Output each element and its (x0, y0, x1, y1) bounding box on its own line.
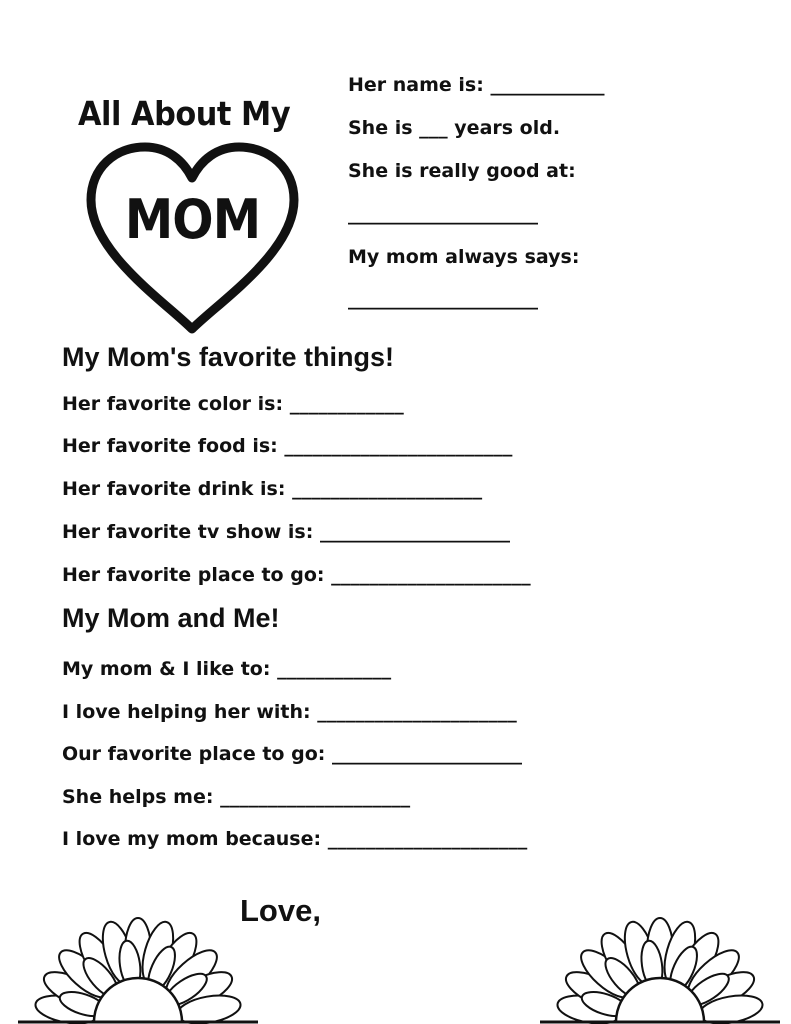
item-label: Her favorite color is: (62, 393, 284, 415)
good-at-blank[interactable]: ____________________ (348, 203, 538, 225)
heart-word: MOM (124, 188, 261, 251)
item-blank: ____________________ (331, 743, 522, 765)
item-blank: _____________________ (331, 564, 531, 586)
item-label: She helps me: (62, 786, 214, 808)
list-item[interactable] (62, 435, 512, 457)
age-blank: ___ (419, 117, 448, 139)
name-field[interactable] (348, 74, 604, 96)
name-label: Her name is: (348, 74, 484, 96)
says-label: My mom always says: (348, 246, 580, 268)
mom-and-me-heading: My Mom and Me! (62, 603, 280, 633)
item-label: Our favorite place to go: (62, 743, 326, 765)
item-label: I love helping her with: (62, 701, 311, 723)
item-blank: ____________ (289, 393, 404, 415)
age-prefix: She is (348, 117, 413, 139)
item-blank: _____________________ (327, 828, 528, 850)
sunflower-icon (540, 904, 780, 1024)
sunflower-icon (18, 904, 258, 1024)
item-blank: ________________________ (284, 435, 513, 457)
love-signoff: Love, (240, 893, 321, 928)
item-label: My mom & I like to: (62, 658, 271, 680)
page-title: All About My (78, 94, 291, 133)
item-label: Her favorite drink is: (62, 478, 286, 500)
list-item[interactable] (62, 393, 404, 415)
good-at-label: She is really good at: (348, 160, 576, 182)
item-label: Her favorite place to go: (62, 564, 325, 586)
item-blank: ____________________ (292, 478, 483, 500)
item-label: Her favorite food is: (62, 435, 278, 457)
name-blank: ____________ (490, 74, 605, 96)
favorites-heading: My Mom's favorite things! (62, 342, 394, 372)
says-blank[interactable]: ____________________ (348, 288, 538, 310)
list-item[interactable] (62, 786, 410, 808)
item-label: Her favorite tv show is: (62, 521, 314, 543)
item-label: I love my mom because: (62, 828, 322, 850)
age-suffix: years old. (454, 117, 561, 139)
item-blank: ____________________ (319, 521, 510, 543)
item-blank: ____________________ (220, 786, 411, 808)
item-blank: _____________________ (317, 701, 517, 723)
heart-icon (85, 142, 300, 334)
list-item[interactable] (62, 828, 527, 850)
age-field[interactable] (348, 117, 560, 139)
list-item[interactable] (62, 701, 517, 723)
list-item[interactable] (62, 743, 522, 765)
item-blank: ____________ (277, 658, 392, 680)
list-item[interactable] (62, 521, 510, 543)
list-item[interactable] (62, 658, 391, 680)
list-item[interactable] (62, 478, 482, 500)
list-item[interactable] (62, 564, 531, 586)
